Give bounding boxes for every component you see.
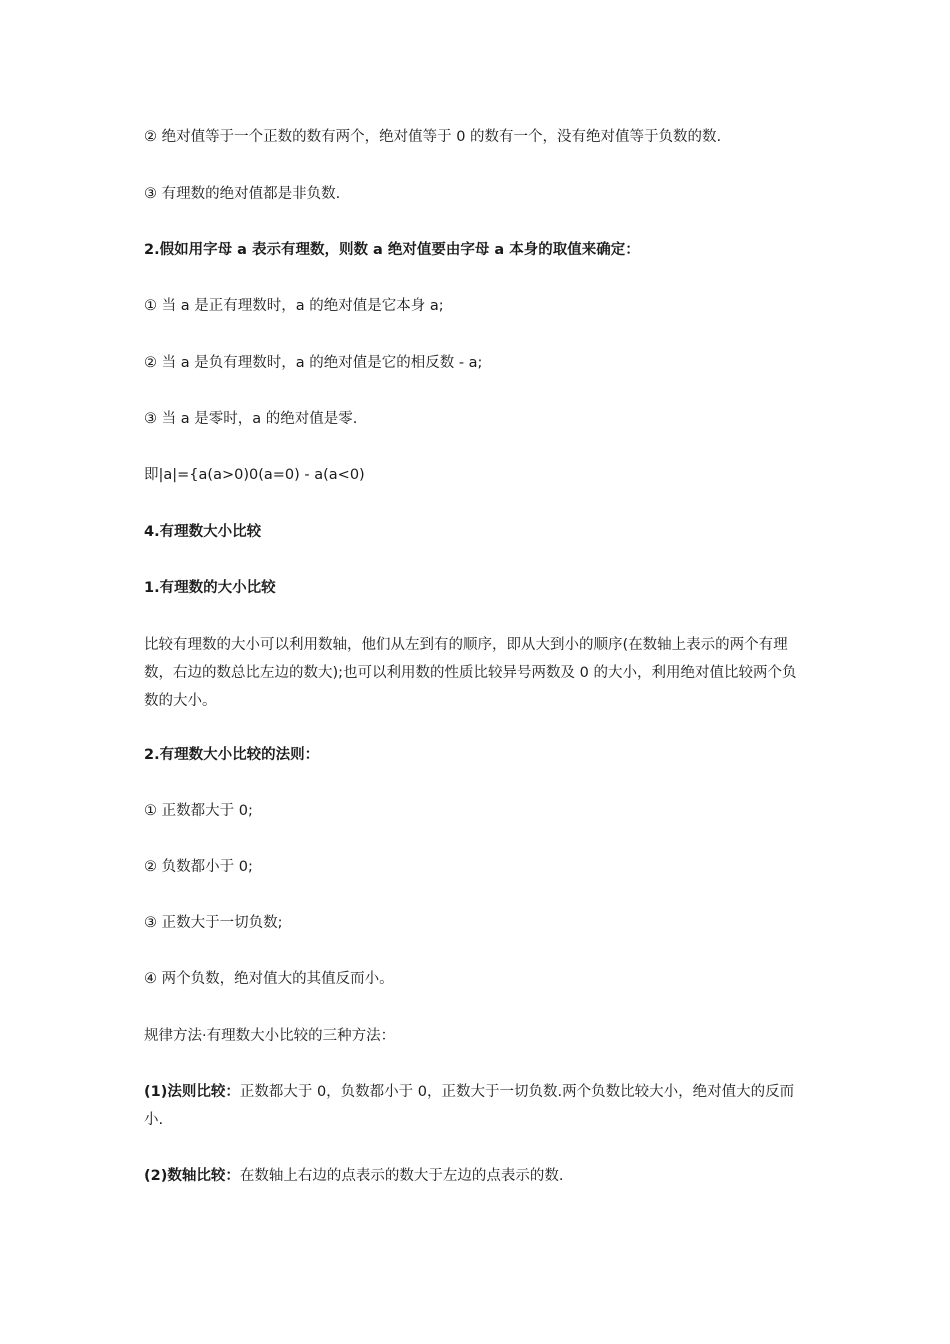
heading-section-4: 4.有理数大小比较 (144, 524, 262, 540)
method-2-text: 在数轴上右边的点表示的数大于左边的点表示的数. (239, 1168, 564, 1184)
paragraph-abs-formula: 即|a|={a(a>0)0(a=0) - a(a<0) (144, 467, 365, 483)
paragraph-positive-case: ① 当 a 是正有理数时，a 的绝对值是它本身 a; (144, 298, 444, 314)
paragraph-zero-case: ③ 当 a 是零时，a 的绝对值是零. (144, 411, 358, 427)
paragraph-abs-value-nonnegative: ③ 有理数的绝对值都是非负数. (144, 186, 341, 202)
paragraph-rule-2: ② 负数都小于 0; (144, 859, 253, 875)
paragraph-method-2 (144, 1162, 808, 1190)
paragraph-negative-case: ② 当 a 是负有理数时，a 的绝对值是它的相反数 - a; (144, 355, 483, 371)
method-1-text: 正数都大于 0，负数都小于 0，正数大于一切负数.两个负数比较大小，绝对值大的反而小. (144, 1084, 795, 1128)
paragraph-method-1 (144, 1078, 808, 1134)
method-1-label: (1)法则比较： (144, 1084, 240, 1100)
paragraph-comparison-method: 比较有理数的大小可以利用数轴，他们从左到有的顺序，即从大到小的顺序(在数轴上表示的两个有理数，右边的数总比左边的数大);也可以利用数的性质比较异号两数及 0 的大小，利用绝对值比较两个负数的大小。 (144, 637, 797, 709)
paragraph-rule-3: ③ 正数大于一切负数; (144, 915, 283, 931)
paragraph-method-intro: 规律方法·有理数大小比较的三种方法： (144, 1028, 396, 1044)
paragraph-rule-1: ① 正数都大于 0; (144, 803, 253, 819)
heading-abs-value-rule: 2.假如用字母 a 表示有理数，则数 a 绝对值要由字母 a 本身的取值来确定： (144, 242, 640, 258)
method-2-label: (2)数轴比较： (144, 1168, 240, 1184)
heading-comparison-rules: 2.有理数大小比较的法则： (144, 747, 320, 763)
heading-comparison: 1.有理数的大小比较 (144, 580, 276, 596)
paragraph-abs-value-count: ② 绝对值等于一个正数的数有两个，绝对值等于 0 的数有一个，没有绝对值等于负数的数. (144, 129, 722, 145)
paragraph-rule-4: ④ 两个负数，绝对值大的其值反而小。 (144, 971, 394, 987)
